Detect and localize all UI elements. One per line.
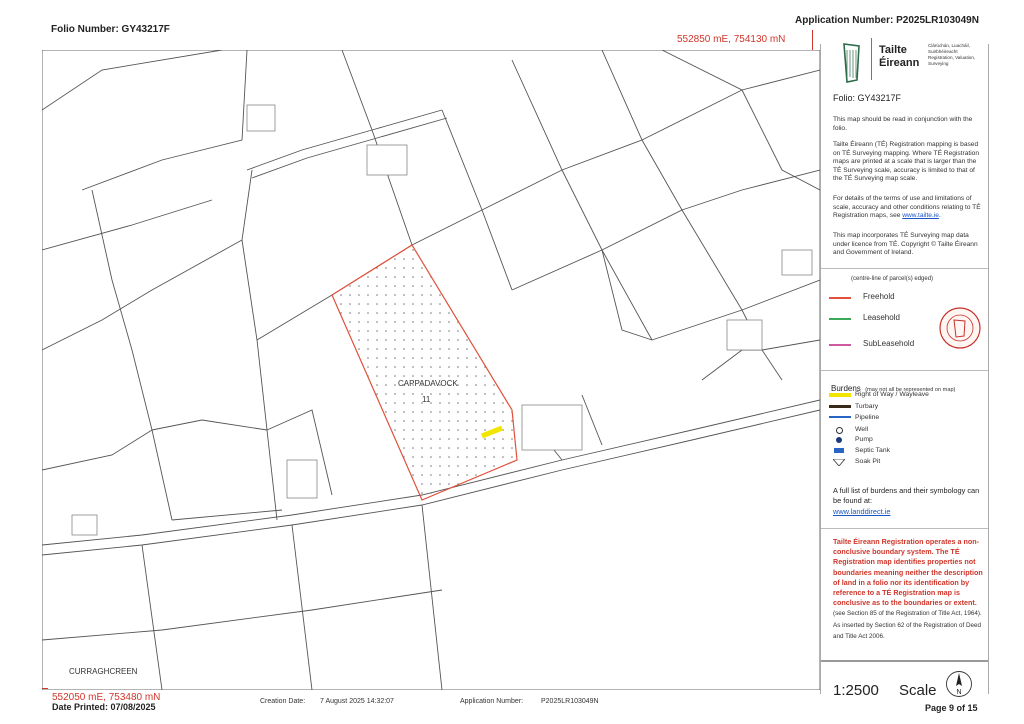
folio-number: Folio Number: GY43217F (51, 24, 170, 35)
creation-date-value: 7 August 2025 14:32:07 (320, 698, 394, 705)
logo-sub-4: Surveying (928, 61, 949, 66)
footer-application-value: P2025LR103049N (541, 698, 599, 705)
para3-text: For details of the terms of use and limitations of scale, accuracy and other conditions relating to TÉ Registration maps, see (833, 195, 981, 220)
land-registry-seal-icon (938, 306, 982, 350)
freehold-line-icon (829, 297, 851, 299)
warning-bold: Tailte Éireann Registration operates a non-conclusive boundary system. The TÉ Registration map identifies properties not boundaries meaning neither the description of land in a folio nor its identification by reference to a TÉ Registration map is conclusive as to the boundaries or extent. (833, 537, 983, 608)
coord-tick-top (812, 30, 813, 50)
tailte-link[interactable]: www.tailte.ie (902, 212, 939, 220)
building (522, 405, 582, 450)
panel-para-2: Tailte Éireann (TÉ) Registration mapping is based on TÉ Surveying mapping. Where TÉ Registration maps are printed at a scale that is larger than the TÉ Surveying scale, accuracy is limited to that of the TÉ Surveying map scale. (833, 141, 979, 183)
building (247, 105, 275, 131)
north-letter: N (956, 689, 962, 696)
warning-normal: (see Section 85 of the Registration of Title Act, 1964). As inserted by Section 62 of the Registration of Deed and Title Act 2006. (833, 610, 982, 640)
parcel-number: 11 (422, 395, 431, 404)
panel-folio: Folio: GY43217F (833, 93, 902, 103)
burdens-list-text: A full list of burdens and their symbology can be found at: (833, 486, 980, 505)
creation-date-label: Creation Date: (260, 698, 306, 705)
application-number: Application Number: P2025LR103049N (795, 15, 979, 26)
landdirect-link[interactable]: www.landdirect.ie (833, 507, 891, 516)
footer-application-label: Application Number: (460, 698, 524, 705)
logo-name-1: Tailte (879, 44, 907, 56)
filled-circle-icon (836, 437, 842, 443)
triangle-icon (833, 459, 845, 466)
logo-name-2: Éireann (879, 57, 920, 69)
building (287, 460, 317, 498)
burdens-note: (may not all be represented on map) (865, 387, 956, 393)
panel-para-4: This map incorporates TÉ Surveying map data under licence from TÉ. Copyright © Tailte Éireann and Government of Ireland. (833, 232, 978, 257)
coordinate-top-right: 552850 mE, 754130 mN (677, 34, 786, 45)
logo-sub-2: Suirbhéireacht (928, 49, 958, 54)
separator (821, 268, 988, 269)
blue-rect-icon (834, 448, 844, 453)
page-number: Page 9 of 15 (925, 703, 978, 713)
blue-line-icon (829, 416, 851, 418)
separator (821, 528, 988, 529)
separator (821, 660, 988, 662)
building (367, 145, 407, 175)
boundary-warning (833, 537, 983, 642)
panel-para-1: This map should be read in conjunction with the folio. (833, 116, 973, 132)
open-circle-icon (836, 427, 843, 434)
scale-word: Scale (899, 682, 937, 699)
building (782, 250, 812, 275)
logo-sub-3: Registration, Valuation, (928, 55, 976, 60)
yellow-line-icon (829, 393, 851, 397)
dark-line-icon (829, 405, 851, 408)
north-arrow-icon (945, 670, 973, 698)
para3-end: . (938, 212, 941, 220)
leasehold-line-icon (829, 318, 851, 320)
panel-para-3 (833, 195, 981, 221)
neighbour-townland-label: CURRAGHCREEN (69, 667, 138, 676)
harp-icon (839, 40, 865, 86)
legend-heading: (centre-line of parcel(s) edged) (851, 276, 934, 282)
logo-divider (871, 38, 872, 80)
separator (821, 370, 988, 371)
townland-label: CAPPADAVOCK (398, 379, 458, 388)
date-printed: Date Printed: 07/08/2025 (52, 702, 156, 712)
coord-tick-bottom (42, 688, 48, 689)
cadastral-map (42, 50, 820, 690)
coordinate-bottom-left: 552050 mE, 753480 mN (52, 692, 161, 703)
burdens-title: Burdens (831, 384, 861, 393)
logo-sub-1: Clárúchán, Luacháil, (928, 43, 970, 48)
building (72, 515, 97, 535)
subleasehold-line-icon (829, 344, 851, 346)
building (727, 320, 762, 350)
map-info-panel: Tailte Éireann Clárúchán, Luacháil, Suirbhéireacht Registration, Valuation, Surveying Folio: GY43217F This map should be read in conjunction with the folio. Tailte Éireann (TÉ) Registration mapping is based on TÉ Surveying mapping. Where TÉ Registration maps are printed at a scale that is larger than the TÉ Surveying scale, accuracy is limited to that of the TÉ Surveying map scale. For details of the terms of use and limitations of scale, accuracy and other conditions relating to TÉ Registration maps, see www.tailte.ie. This map incorporates TÉ Surveying map data under licence from TÉ. Copyright © Tailte Éireann and Government of Ireland. (centre-line of parcel(s) edged) Freehold Leasehold SubLeasehold Burdens (may not all be represented on map) Right of Way / Wayleave Turbary Pipeline Well Pump Septic Tank Soak Pit A full list of burdens and their symbology can be found at: www.landdirect.ie Tailte Éireann Registration operates a non-conclusive boundary system. The TÉ Registration map identifies properties not boundaries meaning neither the description of land in a folio nor its identification by reference to a TÉ Registration map is conclusive as to the boundaries or extent. (see Section 85 of the Registration of Title Act, 1964). As inserted by Section 62 of the Registration of Deed and Title Act 2006. 1:2500 Scale N Page 9 of 15 (820, 44, 989, 694)
scale-ratio: 1:2500 (833, 682, 879, 699)
